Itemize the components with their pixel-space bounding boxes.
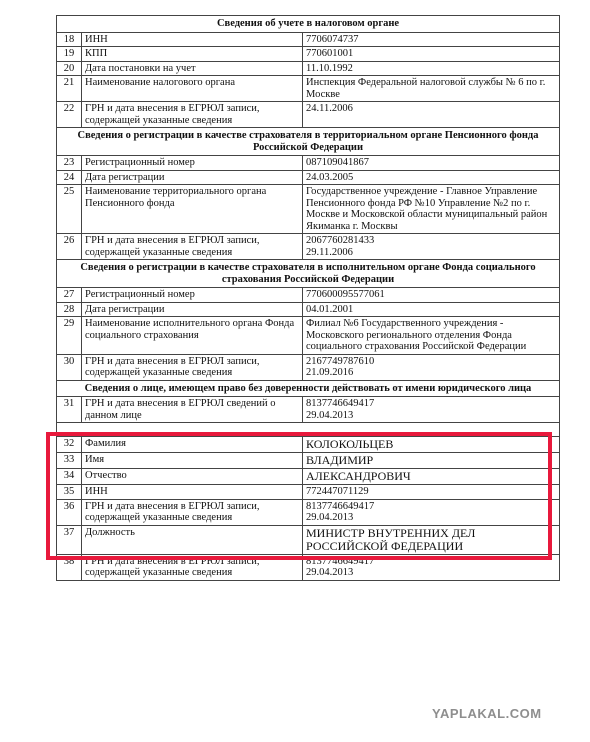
table-row [57,76,560,102]
row-value [303,102,560,128]
row-value-text: 8137746649417 [306,500,375,512]
row-value [303,156,560,171]
table-row [57,61,560,76]
section-title: Сведения о регистрации в качестве страхователя в территориальном органе Пенсионного фонда Российской Федерации [57,128,560,156]
table-row [57,32,560,47]
row-value-text: АЛЕКСАНДРОВИЧ [306,469,411,483]
row-number: 31 [57,397,82,423]
row-number: 23 [57,156,82,171]
table-row [57,397,560,423]
row-label: ГРН и дата внесения в ЕГРЮЛ записи, содержащей указанные сведения [82,354,303,380]
row-value-text: 24.11.2006 [306,103,353,114]
egrul-extract-document [56,15,560,671]
row-value-text: 7706074737 [306,33,359,45]
watermark: YAPLAKAL.COM [432,706,542,721]
row-label: Регистрационный номер [82,156,303,171]
row-number: 30 [57,354,82,380]
row-value [303,288,560,303]
table-row [57,302,560,317]
section-header-row [57,380,560,397]
row-value-text: 2067760281433 [306,235,375,246]
row-value-text: 772447071129 [306,486,369,497]
row-label: ИНН [82,485,303,500]
row-value-text: 2167749787610 [306,355,375,367]
row-label: Дата регистрации [82,302,303,317]
row-value-date: 29.11.2006 [306,246,353,258]
row-label: Дата регистрации [82,170,303,185]
table-row [57,102,560,128]
row-number: 25 [57,185,82,234]
row-value-text: Инспекция Федеральной налоговой службы № 6 по г. Москве [306,77,546,100]
row-label: ГРН и дата внесения в ЕГРЮЛ записи, содержащей указанные сведения [82,554,303,580]
row-value [303,61,560,76]
row-value [303,397,560,423]
row-label: ГРН и дата внесения в ЕГРЮЛ сведений о данном лице [82,397,303,423]
row-value-text: 04.01.2001 [306,303,354,315]
row-label: Регистрационный номер [82,288,303,303]
row-label: Наименование территориального органа Пенсионного фонда [82,185,303,234]
row-value [303,32,560,47]
section-title: Сведения о регистрации в качестве страхователя в исполнительном органе Фонда социального страхования Российской Федерации [57,260,560,288]
row-number: 34 [57,469,82,485]
row-number: 26 [57,234,82,260]
row-value-text: МИНИСТР ВНУТРЕННИХ ДЕЛ РОССИЙСКОЙ ФЕДЕРАЦИИ [306,525,476,553]
row-number: 18 [57,32,82,47]
row-value [303,354,560,380]
table-row [57,185,560,234]
row-label: ГРН и дата внесения в ЕГРЮЛ записи, содержащей указанные сведения [82,499,303,525]
row-value-text: Филиал №6 Государственного учреждения - Московского регионального отделения Фонда социального страхования Российской Федерации [306,318,527,352]
row-label: Наименование налогового органа [82,76,303,102]
section-title: Сведения о лице, имеющем право без доверенности действовать от имени юридического лица [57,380,560,397]
row-value-text: 24.03.2005 [306,171,354,183]
row-label: ГРН и дата внесения в ЕГРЮЛ записи, содержащей указанные сведения [82,234,303,260]
row-value-text: 770601001 [306,48,354,59]
table-row [57,156,560,171]
row-number: 29 [57,317,82,355]
table-row [57,234,560,260]
row-label: ИНН [82,32,303,47]
row-number: 37 [57,525,82,554]
row-label: Фамилия [82,437,303,453]
row-number: 33 [57,453,82,469]
row-label: Имя [82,453,303,469]
row-value [303,76,560,102]
row-value-text: КОЛОКОЛЬЦЕВ [306,437,394,451]
row-value [303,185,560,234]
row-label: КПП [82,47,303,62]
row-label: Должность [82,525,303,554]
section-header-row [57,260,560,288]
row-label: Дата постановки на учет [82,61,303,76]
table-row [57,170,560,185]
row-value-text: 087109041867 [306,157,369,168]
row-number: 38 [57,554,82,580]
row-value-date: 29.04.2013 [306,409,354,421]
row-value-text: Государственное учреждение - Главное Управление Пенсионного фонда РФ №10 Управление №2 по г. Москве и Московской области муниципальный район Якиманка г. Москвы [306,186,548,232]
table-row [57,288,560,303]
row-value [303,234,560,260]
row-number: 36 [57,499,82,525]
row-number: 20 [57,61,82,76]
row-label: ГРН и дата внесения в ЕГРЮЛ записи, содержащей указанные сведения [82,102,303,128]
row-value-date: 21.09.2016 [306,367,354,378]
row-number: 27 [57,288,82,303]
row-number: 24 [57,170,82,185]
row-value-text: 8137746649417 [306,555,375,567]
row-label: Наименование исполнительного органа Фонда социального страхования [82,317,303,355]
row-number: 21 [57,76,82,102]
row-value [303,170,560,185]
row-number: 19 [57,47,82,62]
table-row [57,354,560,380]
row-value [303,317,560,355]
row-value-text: 11.10.1992 [306,62,353,74]
table-row [57,47,560,62]
row-value [303,47,560,62]
table-row [57,317,560,355]
row-value-date: 29.04.2013 [306,512,354,523]
row-value-text: ВЛАДИМИР [306,453,374,467]
row-number: 22 [57,102,82,128]
row-number: 35 [57,485,82,500]
section-title: Сведения об учете в налоговом органе [57,16,560,33]
highlight-frame [46,432,552,560]
row-value-text: 770600095577061 [306,289,385,300]
section-header-row [57,128,560,156]
row-label: Отчество [82,469,303,485]
row-value-text: 8137746649417 [306,398,375,409]
section-header-row [57,16,560,33]
row-number: 32 [57,437,82,453]
row-value [303,302,560,317]
row-number: 28 [57,302,82,317]
row-value-date: 29.04.2013 [306,567,354,578]
